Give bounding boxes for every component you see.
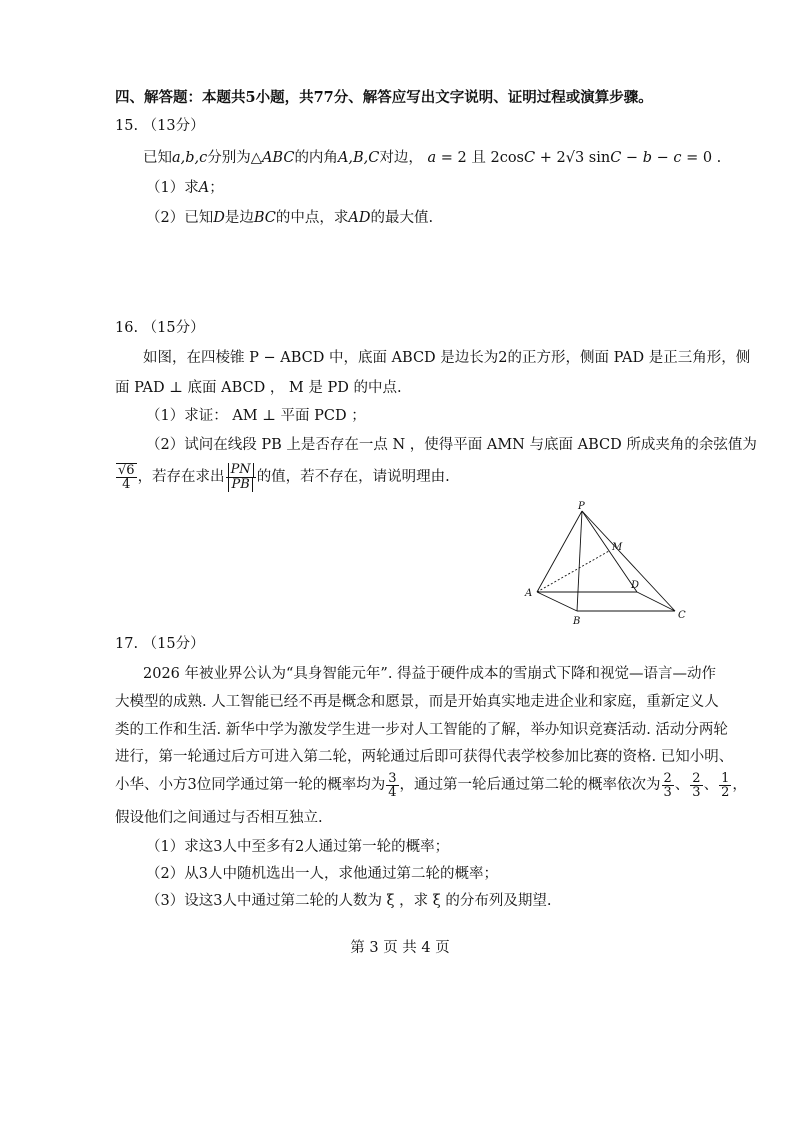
q17-sep: 、: [674, 777, 690, 793]
label-M: M: [612, 542, 623, 553]
q16-ratio-num: [226, 463, 256, 478]
q15-part1-text: ；: [209, 180, 224, 196]
label-A: A: [525, 588, 533, 599]
q16-line4: [115, 462, 450, 492]
q17-line6: 假设他们之间通过与否相互独立.: [115, 810, 323, 826]
q15-var-D: D: [213, 210, 225, 226]
edge-AB: [537, 592, 577, 611]
q17-part1: （1）求这3人中至多有2人通过第一轮的概率；: [146, 839, 450, 855]
q17-header: [115, 634, 205, 654]
q16-cos-fraction: [116, 463, 137, 491]
q16-part1: （1）求证： AM ⊥ 平面 PCD ；: [146, 408, 366, 424]
q16-part2: （2）试问在线段 PB 上是否存在一点 N ，使得平面 AMN 与底面 ABCD 所成夹角的余弦值为: [146, 437, 757, 453]
q15-cond-text: −: [621, 150, 643, 166]
q16-ratio-fraction: [226, 463, 256, 492]
edge-PB: [577, 511, 582, 611]
q17-part3: （3）设这3人中通过第二轮的人数为 ξ ，求 ξ 的分布列及期望.: [146, 893, 552, 909]
q15-vars: a,b,c: [172, 150, 208, 166]
q16-line4-text: ，若存在求出: [137, 469, 225, 485]
q15-part2-text: （2）已知: [146, 210, 214, 226]
q15-var-BC: BC: [253, 210, 276, 226]
q16-line2: 面 PAD ⊥ 底面 ABCD ， M 是 PD 的中点.: [115, 380, 402, 396]
q15-var-c: c: [673, 150, 682, 166]
q15-number: 15.: [115, 118, 139, 134]
q16-frac-num: √6: [118, 463, 135, 478]
q15-part1: [146, 178, 224, 198]
q15-part2: [146, 208, 433, 228]
page-footer: 第 3 页 共 4 页: [350, 940, 450, 956]
q17-line4: 进行，第一轮通过后方可进入第二轮，两轮通过后即可获得代表学校参加比赛的资格. 已知小明、: [115, 749, 734, 765]
q15-cond-text: −: [651, 150, 674, 166]
q17-part2: （2）从3人中随机选出一人，求他通过第二轮的概率；: [146, 866, 498, 882]
edge-PD: [582, 511, 640, 592]
q17-p2b-fraction: [690, 772, 702, 799]
q17-p2a-num: 2: [663, 770, 672, 786]
q15-part2-text: 的中点，求: [275, 210, 349, 226]
q17-line5-text: ，: [732, 777, 747, 793]
q17-line5-text: 小华、小方3位同学通过第一轮的概率均为: [115, 777, 386, 793]
q15-stem-text: 对边，: [379, 150, 423, 166]
q15-var-a: a: [427, 150, 437, 166]
q15-cond-text: = 0 .: [681, 150, 722, 166]
label-P: P: [578, 501, 585, 512]
q16-line1: 如图，在四棱锥 P − ABCD 中，底面 ABCD 是边长为2的正方形，侧面 PAD 是正三角形，侧: [143, 350, 751, 366]
label-B: B: [573, 616, 581, 627]
q17-p1-num: 3: [388, 770, 397, 786]
q17-sep: 、: [703, 777, 719, 793]
q17-p2c-num: 1: [721, 770, 730, 786]
q15-cond-text: + 2√3 sin: [535, 150, 611, 166]
q16-line4-text: 的值，若不存在，请说明理由.: [256, 469, 450, 485]
q17-number: 17.: [115, 636, 139, 652]
q15-var-C: C: [610, 150, 622, 166]
q15-var-A: A: [198, 180, 210, 196]
q17-line5-text: ，通过第一轮后通过第二轮的概率依次为: [399, 777, 661, 793]
q15-part2-text: 的最大值.: [370, 210, 434, 226]
section-title: 四、解答题：本题共5小题，共77分、解答应写出文字说明、证明过程或演算步骤。: [115, 89, 653, 106]
q16-header: [115, 318, 205, 338]
q17-p2a-den: 3: [663, 784, 672, 800]
q17-line3: 类的工作和生活. 新华中学为激发学生进一步对人工智能的了解，举办知识竞赛活动. 活动分两轮: [115, 722, 728, 738]
q15-part2-text: 是边: [224, 210, 254, 226]
q15-stem-text: 已知: [143, 150, 172, 166]
q15-stem: [143, 148, 721, 168]
q16-frac-den: 4: [122, 477, 131, 492]
q15-points: （13分）: [142, 118, 205, 134]
q17-p2b-num: 2: [692, 770, 701, 786]
q15-condition: [428, 150, 722, 166]
q15-cond-text: = 2 且 2cos: [436, 150, 524, 166]
q15-var-C: C: [524, 150, 536, 166]
q17-p1-den: 4: [388, 784, 397, 800]
q17-p2b-den: 3: [692, 784, 701, 800]
q17-p2c-den: 2: [721, 784, 730, 800]
q15-angles: A,B,C: [337, 150, 380, 166]
q15-stem-text: 分别为△: [207, 150, 262, 166]
q17-line5: [115, 768, 747, 802]
q17-p2a-fraction: [662, 772, 674, 799]
q17-p1-fraction: [386, 772, 398, 799]
q17-line2: 大模型的成熟. 人工智能已经不再是概念和愿景，而是开始真实地走进企业和家庭，重新定义人: [115, 694, 719, 710]
edge-PC: [582, 511, 675, 611]
q16-points: （15分）: [142, 320, 205, 336]
q15-var-AD: AD: [348, 210, 371, 226]
q15-header: [115, 116, 205, 136]
label-C: C: [678, 610, 686, 621]
q17-p2c-fraction: [719, 772, 731, 799]
q17-line1: 2026 年被业界公认为“具身智能元年”. 得益于硬件成本的雪崩式下降和视觉—语言—动作: [143, 666, 717, 682]
q16-number: 16.: [115, 320, 139, 336]
edge-CD: [637, 592, 675, 611]
q15-var-b: b: [642, 150, 652, 166]
q16-ratio-num-text: PN: [230, 461, 251, 477]
q17-points: （15分）: [142, 636, 205, 652]
q15-part1-text: （1）求: [146, 180, 199, 196]
edge-PA: [537, 511, 582, 592]
q16-ratio-den: [226, 478, 256, 492]
q15-triangle: ABC: [261, 150, 295, 166]
q16-pyramid-figure: [515, 500, 695, 630]
label-D: D: [631, 580, 640, 591]
segment-AM: [537, 551, 609, 592]
q16-ratio-den-text: PB: [231, 476, 250, 492]
q15-stem-text: 的内角: [294, 150, 338, 166]
